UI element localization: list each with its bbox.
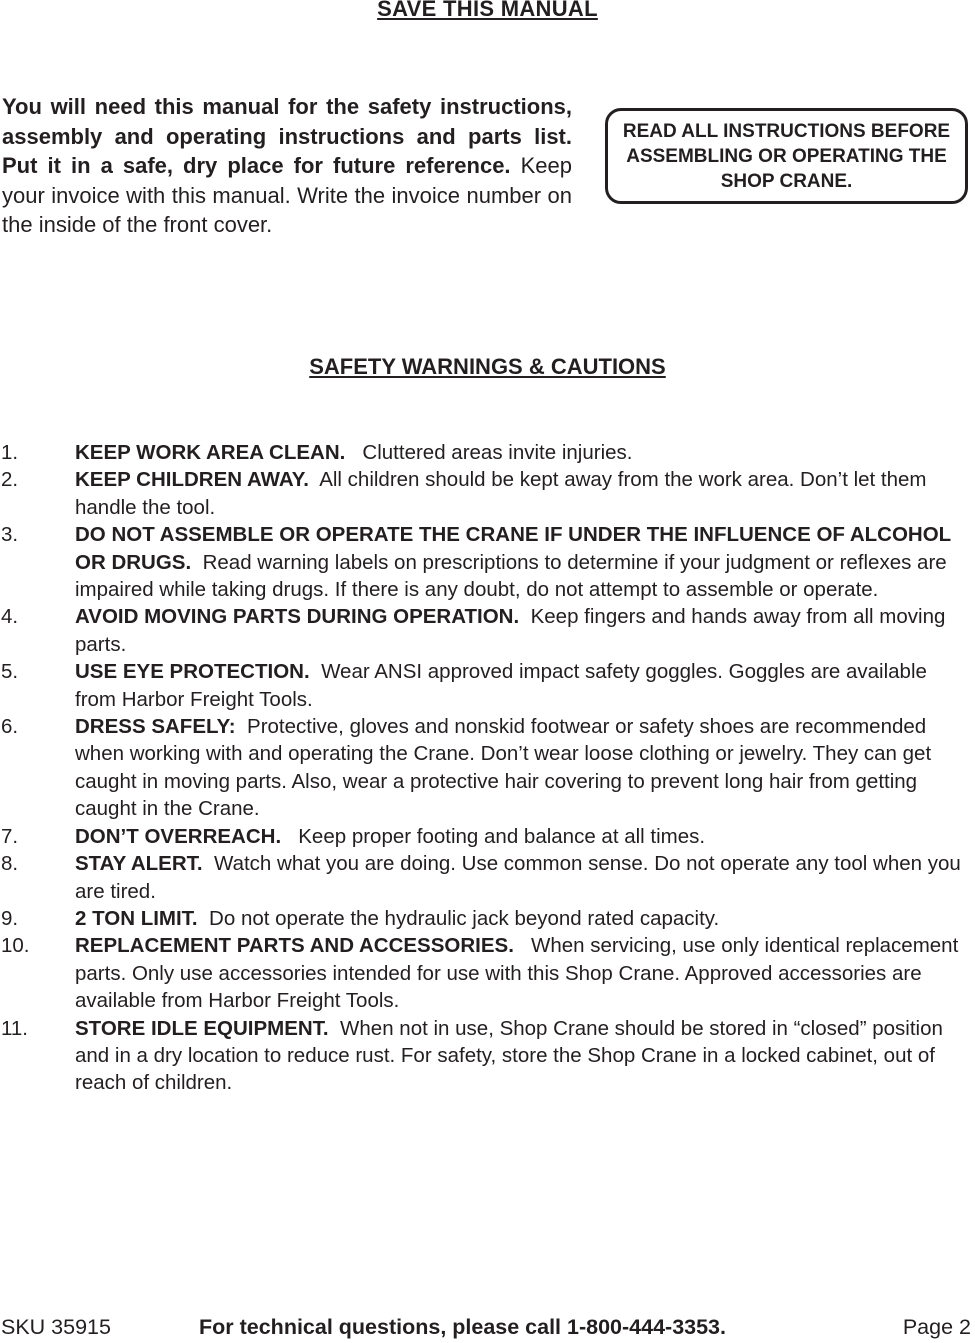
warning-heading: USE EYE PROTECTION.	[75, 660, 310, 684]
warning-number: 11.	[1, 1016, 28, 1040]
warning-text: Cluttered areas invite injuries.	[362, 441, 633, 464]
page-number: Page 2	[902, 1315, 971, 1339]
page-footer	[0, 1315, 975, 1343]
warning-item	[0, 932, 975, 1014]
warning-item	[0, 439, 975, 466]
warning-text: Keep fingers and hands away from all moving parts.	[75, 605, 946, 656]
warning-text: Do not operate the hydraulic jack beyond rated capacity.	[209, 906, 720, 930]
warning-number: 2.	[1, 468, 19, 492]
warning-heading: KEEP CHILDREN AWAY.	[75, 468, 309, 492]
intro-normal-text: Keep your invoice with this manual. Write the invoice number on the inside of the front cover.	[2, 153, 572, 237]
warning-heading: KEEP WORK AREA CLEAN.	[75, 441, 346, 464]
warning-heading: DON’T OVERREACH.	[75, 824, 282, 848]
warning-item	[0, 850, 975, 905]
warning-number: 9.	[1, 906, 19, 930]
warning-text: When not in use, Shop Crane should be stored in “closed” position and in a dry location to reduce rust. For safety, store the Shop Crane in a locked cabinet, out of reach of children.	[75, 1016, 943, 1095]
warning-item	[0, 658, 975, 713]
warning-text: Wear ANSI approved impact safety goggles. Goggles are available from Harbor Freight Tools.	[75, 660, 927, 711]
warning-heading: REPLACEMENT PARTS AND ACCESSORIES.	[75, 934, 514, 958]
warning-item	[0, 713, 975, 823]
notice-text: READ ALL INSTRUCTIONS BEFORE ASSEMBLING OR OPERATING THE SHOP CRANE.	[622, 120, 951, 192]
warning-item	[0, 466, 975, 521]
warning-heading: DO NOT ASSEMBLE OR OPERATE THE CRANE IF UNDER THE INFLUENCE OF ALCOHOL OR DRUGS.	[75, 523, 951, 574]
warning-heading: AVOID MOVING PARTS DURING OPERATION.	[75, 605, 520, 629]
sku-number: SKU 35915	[1, 1315, 111, 1339]
warning-number: 8.	[1, 852, 19, 876]
warning-item	[0, 1015, 975, 1097]
technical-support-phone: For technical questions, please call 1-800-444-3353.	[199, 1315, 726, 1339]
warning-text: Keep proper footing and balance at all times.	[298, 824, 706, 848]
warning-item	[0, 521, 975, 603]
warning-heading: STORE IDLE EQUIPMENT.	[75, 1016, 329, 1040]
warning-item	[0, 905, 975, 932]
warning-number: 6.	[1, 715, 19, 739]
warning-number: 1.	[1, 441, 19, 464]
warning-text: Read warning labels on prescriptions to determine if your judgment or reflexes are impaired while taking drugs. If there is any doubt, do not attempt to assemble or operate.	[75, 550, 947, 602]
warning-number: 4.	[1, 605, 19, 629]
intro-paragraph	[2, 92, 572, 240]
warning-number: 7.	[1, 824, 19, 848]
warning-number: 5.	[1, 660, 19, 684]
warning-text: Watch what you are doing. Use common sense. Do not operate any tool when you are tired.	[75, 852, 961, 903]
warning-text: Protective, gloves and nonskid footwear or safety shoes are recommended when working with and operating the Crane. Don’t wear loose clothing or jewelry. They can get caught in moving parts. Also, wear a protective hair covering to prevent long hair from getting caught in the Crane.	[75, 715, 932, 821]
safety-warnings-list	[0, 439, 975, 1097]
read-instructions-notice	[605, 108, 968, 204]
warning-heading: STAY ALERT.	[75, 852, 203, 876]
warning-heading: 2 TON LIMIT.	[75, 906, 198, 930]
intro-bold-text: You will need this manual for the safety instructions, assembly and operating instructions and parts list. Put it in a safe, dry place for future reference.	[2, 94, 572, 178]
warning-text: When servicing, use only identical replacement parts. Only use accessories intended for use with this Shop Crane. Approved accessories are available from Harbor Freight Tools.	[75, 934, 959, 1013]
warning-item	[0, 823, 975, 850]
warning-heading: DRESS SAFELY:	[75, 715, 236, 739]
warning-item	[0, 603, 975, 658]
safety-warnings-title: SAFETY WARNINGS & CAUTIONS	[309, 354, 666, 379]
warning-text: All children should be kept away from the work area. Don’t let them handle the tool.	[75, 468, 927, 519]
save-manual-title: SAVE THIS MANUAL	[377, 0, 598, 21]
warning-number: 3.	[1, 523, 19, 547]
warning-number: 10.	[1, 934, 30, 958]
